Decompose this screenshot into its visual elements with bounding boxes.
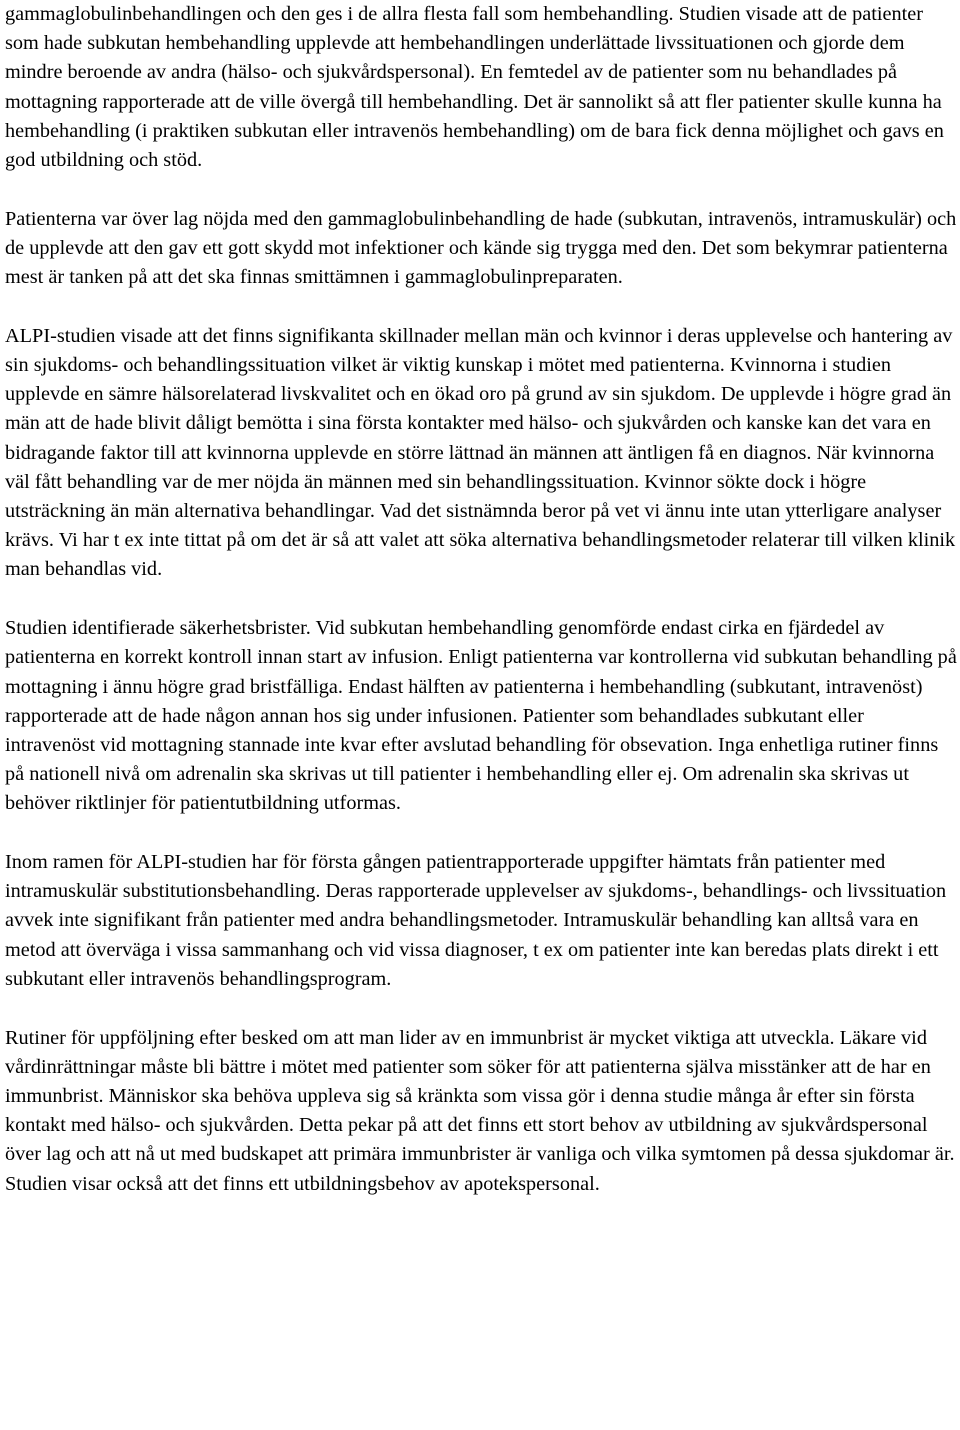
paragraph-follow-up-routines: Rutiner för uppföljning efter besked om att man lider av en immunbrist är mycket viktiga att utveckla. Läkare vid vårdinrättningar måste bli bättre i mötet med patienter som söker för att patienterna själva misstänker att de har en immunbrist. Människor ska behöva uppleva sig så kränkta som vissa gör i denna studie många år efter sin första kontakt med hälso- och sjukvården. Detta pekar på att det finns ett stort behov av utbildning av sjukvårdspersonal över lag och att nå ut med budskapet att primära immunbrister är vanliga och vilka symtomen på dessa sjukdomar är. Studien visar också att det finns ett utbildningsbehov av apotekspersonal. — [5, 1026, 955, 1195]
paragraph-home-treatment: gammaglobulinbehandlingen och den ges i de allra flesta fall som hembehandling. Studien visade att de patienter som hade subkutan hembehandling upplevde att hembehandlingen underlättade livssituationen och gjorde dem mindre beroende av andra (hälso- och sjukvårdspersonal). En femtedel av de patienter som nu behandlades på mottagning rapporterade att de ville övergå till hembehandling. Det är sannolikt så att fler patienter skulle kunna ha hembehandling (i praktiken subkutan eller intravenös hembehandling) om de bara fick denna möjlighet och gavs en god utbildning och stöd. — [5, 3, 944, 172]
paragraph-patient-satisfaction: Patienterna var över lag nöjda med den gammaglobulinbehandling de hade (subkutan, intravenös, intramuskulär) och de upplevde att den gav ett gott skydd mot infektioner och kände sig trygga med den. Det som bekymrar patienterna mest är tanken på att det ska finnas smittämnen i gammaglobulinpreparaten. — [5, 207, 957, 289]
paragraph-intramuscular-treatment: Inom ramen för ALPI-studien har för första gången patientrapporterade uppgifter hämtats från patienter med intramuskulär substitutionsbehandling. Deras rapporterade upplevelser av sjukdoms-, behandlings- och livssituation avvek inte signifikant från patienter med andra behandlingsmetoder. Intramuskulär behandling kan alltså vara en metod att överväga i vissa sammanhang och vid vissa diagnoser, t ex om patienter inte kan beredas plats direkt i ett subkutant eller intravenös behandlingsprogram. — [5, 851, 947, 990]
document-page — [5, 0, 957, 1199]
paragraph-gender-differences: ALPI-studien visade att det finns signifikanta skillnader mellan män och kvinnor i deras upplevelse och hantering av sin sjukdoms- och behandlingssituation vilket är viktig kunskap i mötet med patienterna. Kvinnorna i studien upplevde en sämre hälsorelaterad livskvalitet och en ökad oro på grund av sin sjukdom. De upplevde i högre grad än män att de hade blivit dåligt bemötta i sina första kontakter med hälso- och sjukvården och kanske kan det vara en bidragande faktor till att kvinnorna upplevde en större lättnad än männen att äntligen få en diagnos. När kvinnorna väl fått behandling var de mer nöjda än männen med sin behandlingssituation. Kvinnor sökte dock i högre utsträckning än män alternativa behandlingar. Vad det sistnämnda beror på vet vi ännu inte utan ytterligare analyser krävs. Vi har t ex inte tittat på om det är så att valet att söka alternativa behandlingsmetoder relaterar till vilken klinik man behandlas vid. — [5, 324, 956, 581]
paragraph-safety-issues: Studien identifierade säkerhetsbrister. Vid subkutan hembehandling genomförde endast cirka en fjärdedel av patienterna en korrekt kontroll innan start av infusion. Enligt patienterna var kontrollerna vid subkutan behandling på mottagning i ännu högre grad bristfälliga. Endast hälften av patienterna i hembehandling (subkutant, intravenöst) rapporterade att de hade någon annan hos sig under infusionen. Patienter som behandlades subkutant eller intravenöst vid mottagning stannade inte kvar efter avslutad behandling för obsevation. Inga enhetliga rutiner finns på nationell nivå om adrenalin ska skrivas ut till patienter i hembehandling eller ej. Om adrenalin ska skrivas ut behöver riktlinjer för patientutbildning utformas. — [5, 617, 957, 815]
